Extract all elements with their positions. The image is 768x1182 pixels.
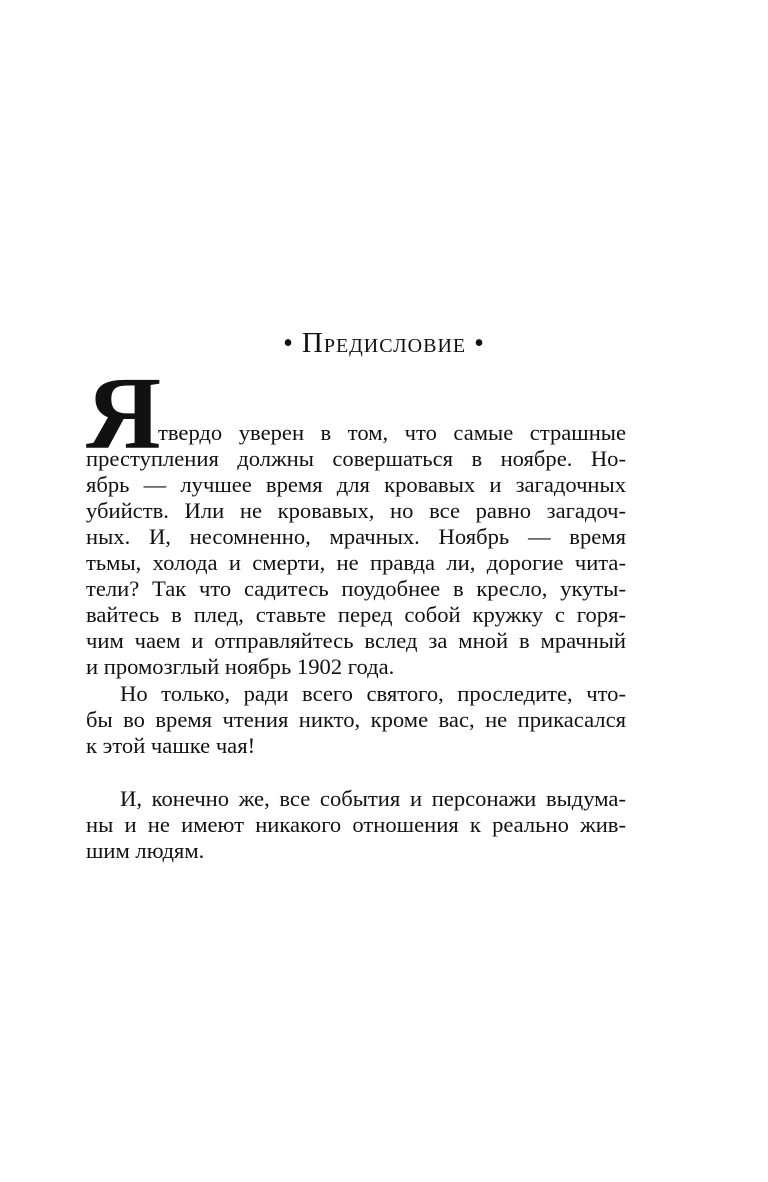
paragraph-1-line-7: тели? Так что садитесь поудобнее в кресло, укуты- [86, 576, 626, 601]
paragraph-1-line-4: убийств. Или не кровавых, но все равно загадоч- [86, 498, 626, 523]
paragraph-1-line-3: ябрь — лучшее время для кровавых и загадочных [86, 472, 626, 497]
drop-cap-letter: Я [86, 356, 162, 471]
paragraph-1-line-1: твердо уверен в том, что самые страшные [158, 420, 626, 445]
heading-title-initial: П [301, 327, 324, 359]
heading-bullet-left: • [283, 328, 294, 359]
paragraph-1-line-8: вайтесь в плед, ставьте перед собой кружку с горя- [86, 602, 626, 627]
paragraph-3-line-3: шим людям. [86, 838, 205, 863]
paragraph-3-line-2: ны и не имеют никакого отношения к реально жив- [86, 812, 626, 837]
paragraph-2-line-1: Но только, ради всего святого, проследите, что- [120, 681, 626, 706]
paragraph-2-line-3: к этой чашке чая! [86, 733, 256, 758]
paragraph-1-line-6: тьмы, холода и смерти, не правда ли, дорогие чита- [86, 550, 626, 575]
heading-bullet-right: • [474, 328, 485, 359]
heading-title-rest: редисловие [323, 327, 467, 359]
paragraph-1-line-5: ных. И, несомненно, мрачных. Ноябрь — время [86, 524, 626, 549]
paragraph-1-line-2: преступления должны совершаться в ноябре. Но- [86, 446, 626, 471]
paragraph-1-line-10: и промозглый ноябрь 1902 года. [86, 654, 395, 679]
paragraph-2-line-2: бы во время чтения никто, кроме вас, не прикасался [86, 707, 626, 732]
paragraph-3-line-1: И, конечно же, все события и персонажи выдума- [120, 786, 626, 811]
paragraph-1-line-9: чим чаем и отправляйтесь вслед за мной в мрачный [86, 628, 626, 653]
